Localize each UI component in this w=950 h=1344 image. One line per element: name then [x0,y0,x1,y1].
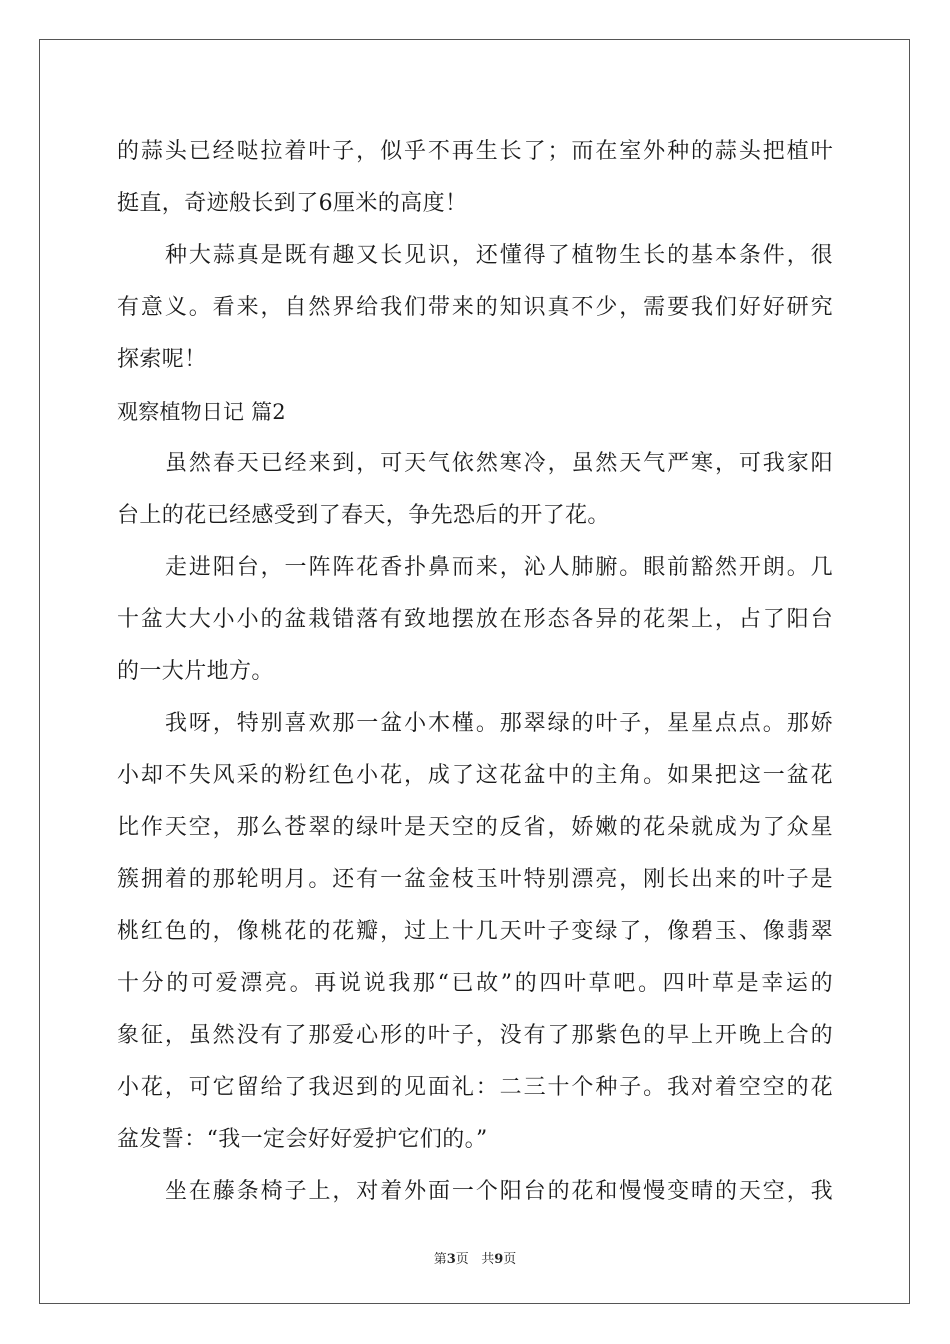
text-line: 十分的可爱漂亮。再说说我那“已故”的四叶草吧。四叶草是幸运的 [117,971,833,996]
text-line: 象征，虽然没有了那爱心形的叶子，没有了那紫色的早上开晚上合的 [117,1023,833,1048]
paragraph-start-line: 种大蒜真是既有趣又长见识，还懂得了植物生长的基本条件，很 [165,243,833,268]
text-line: 小花，可它留给了我迟到的见面礼：二三十个种子。我对着空空的花 [117,1075,833,1100]
text-line: 簇拥着的那轮明月。还有一盆金枝玉叶特别漂亮，刚长出来的叶子是 [117,867,833,892]
page-footer [0,1248,950,1267]
text-line: 盆发誓：“我一定会好好爱护它们的。” [117,1127,488,1152]
paragraph-start-line: 坐在藤条椅子上，对着外面一个阳台的花和慢慢变晴的天空，我 [165,1179,833,1204]
paragraph-start-line: 我呀，特别喜欢那一盆小木槿。那翠绿的叶子，星星点点。那娇 [165,711,833,736]
text-line: 探索呢！ [117,347,207,372]
total-pages: 9 [494,1252,504,1267]
text-line: 比作天空，那么苍翠的绿叶是天空的反省，娇嫩的花朵就成为了众星 [117,815,833,840]
total-prefix: 共 [481,1252,495,1267]
section-heading: 观察植物日记 篇2 [117,400,286,424]
text-line: 有意义。看来，自然界给我们带来的知识真不少，需要我们好好研究 [117,295,833,320]
document-body [117,126,833,1218]
paragraph-start-line: 走进阳台，一阵阵花香扑鼻而来，沁人肺腑。眼前豁然开朗。几 [165,555,833,580]
text-line: 十盆大大小小的盆栽错落有致地摆放在形态各异的花架上，占了阳台 [117,607,833,632]
page-prefix: 第 [433,1252,447,1267]
text-line: 桃红色的，像桃花的花瓣，过上十几天叶子变绿了，像碧玉、像翡翠 [117,919,833,944]
total-suffix: 页 [503,1252,517,1267]
text-line: 的蒜头已经哒拉着叶子，似乎不再生长了；而在室外种的蒜头把植叶 [117,139,833,164]
page-suffix: 页 [455,1252,469,1267]
text-line: 的一大片地方。 [117,659,274,684]
page-number: 3 [446,1252,456,1267]
text-line: 小却不失风采的粉红色小花，成了这花盆中的主角。如果把这一盆花 [117,763,833,788]
paragraph-start-line: 虽然春天已经来到，可天气依然寒冷，虽然天气严寒，可我家阳 [165,451,833,476]
text-line: 挺直，奇迹般长到了6厘米的高度！ [117,191,468,216]
text-line: 台上的花已经感受到了春天，争先恐后的开了花。 [117,503,610,528]
